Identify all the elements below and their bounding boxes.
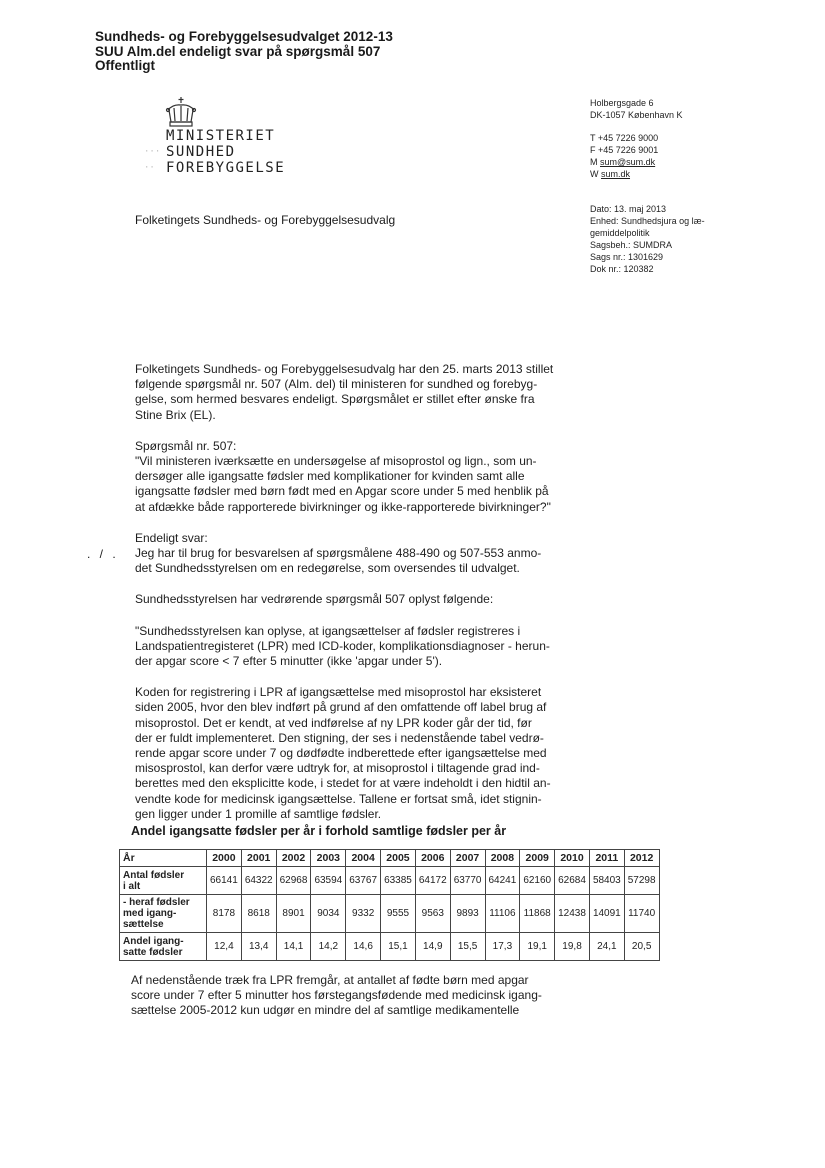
email-link[interactable]: sum@sum.dk [600, 157, 656, 167]
web-link[interactable]: sum.dk [601, 169, 631, 179]
year-header: 2006 [415, 850, 450, 867]
table-cell: 14,1 [276, 933, 311, 961]
meta-caseworker: Sagsbeh.: SUMDRA [590, 240, 673, 250]
logo-dots: ··· ·· [144, 147, 161, 173]
table-cell: 13,4 [241, 933, 276, 961]
crown-icon [163, 96, 199, 130]
table-cell: 12438 [555, 895, 590, 933]
meta-doc-no: Dok nr.: 120382 [590, 264, 654, 274]
table-cell: 17,3 [485, 933, 520, 961]
address-street: Holbergsgade 6 [590, 98, 654, 108]
table-cell: 14,9 [415, 933, 450, 961]
table-cell: 64241 [485, 867, 520, 895]
header-committee: Sundheds- og Forebyggelsesudvalget 2012-13 [95, 29, 393, 44]
table-header-row [120, 850, 660, 867]
closing-paragraph: Af nedenstående træk fra LPR fremgår, at antallet af fødte børn med apgar score under 7 efter 5 minutter hos førstegangsfødende med medicinsk igang- sættelse 2005-2012 kun udgør en mindre del af samtlige medikamentelle [131, 973, 542, 1018]
table-cell: 63770 [450, 867, 485, 895]
header-status: Offentligt [95, 58, 155, 73]
year-header: 2005 [381, 850, 416, 867]
year-header: 2007 [450, 850, 485, 867]
case-meta [590, 203, 705, 275]
row-label: Antal fødsler i alt [120, 867, 207, 895]
year-header: 2011 [589, 850, 624, 867]
year-header: 2004 [346, 850, 381, 867]
enclosure-marker: . / . [87, 547, 119, 561]
table-cell: 57298 [624, 867, 659, 895]
table-cell: 64322 [241, 867, 276, 895]
address-phone: T +45 7226 9000 [590, 133, 659, 143]
table-cell: 14,6 [346, 933, 381, 961]
table-cell: 66141 [207, 867, 242, 895]
table-cell: 19,8 [555, 933, 590, 961]
table-row [120, 895, 660, 933]
year-header: 2001 [241, 850, 276, 867]
table-cell: 19,1 [520, 933, 555, 961]
logo-line-2: SUNDHED [166, 144, 236, 160]
table-cell: 62684 [555, 867, 590, 895]
address-city: DK-1057 København K [590, 110, 683, 120]
table-cell: 15,5 [450, 933, 485, 961]
recipient: Folketingets Sundheds- og Forebyggelsesudvalg [135, 213, 396, 227]
meta-date: Dato: 13. maj 2013 [590, 204, 667, 214]
table-cell: 9034 [311, 895, 346, 933]
ministry-logo [144, 128, 286, 176]
table-cell: 62160 [520, 867, 555, 895]
address-block [590, 97, 683, 180]
meta-case-no: Sags nr.: 1301629 [590, 252, 664, 262]
code-paragraph: Koden for registrering i LPR af igangsættelse med misoprostol har eksisteret siden 2005, hvor den blev indført på grund af den omfattende off label brug af misoprostol. Det er kendt, at ved indførelse af ny LPR koder går der tid, før der er fuldt implementeret. Den stigning, der ses i nedenstående tabel vedrø- rende apgar score under 7 og dødfødte indberettede efter igangsættelse med misosprostol, kan derfor være udtryk for, at misoprostol i tiltagende grad ind- berettes med den eksplicitte kode, i stedet for at være indeholdt i den hidtil an- vendte kode for medicinsk igangsættelse. Tallene er fortsat små, idet stignin- gen ligger under 1 promille af samtlige fødsler. [135, 685, 551, 821]
table-cell: 9563 [415, 895, 450, 933]
table-cell: 63767 [346, 867, 381, 895]
year-header: 2012 [624, 850, 659, 867]
table-cell: 9893 [450, 895, 485, 933]
logo-line-3: FOREBYGGELSE [166, 160, 286, 176]
row-label: - heraf fødsler med igang- sættelse [120, 895, 207, 933]
year-header: 2002 [276, 850, 311, 867]
table-title: Andel igangsatte fødsler per år i forhold samtlige fødsler per år [131, 824, 507, 838]
sst-paragraph: Sundhedsstyrelsen har vedrørende spørgsmål 507 oplyst følgende: [135, 592, 494, 607]
intro-paragraph: Folketingets Sundheds- og Forebyggelsesudvalg har den 25. marts 2013 stillet følgende spørgsmål nr. 507 (Alm. del) til ministeren for sundhed og forebyg- gelse, som hermed besvares endeligt. Spørgsmålet er stillet efter ønske fra Stine Brix (EL). [135, 362, 554, 422]
address-web-row: W sum.dk [590, 169, 631, 179]
header-label: År [120, 850, 207, 867]
answer-paragraph: Endeligt svar: Jeg har til brug for besvarelsen af spørgsmålene 488-490 og 507-553 anmo- det Sundhedsstyrelsen om en redegørelse, som oversendes til udvalget. [135, 530, 542, 576]
table-row [120, 867, 660, 895]
table-cell: 8901 [276, 895, 311, 933]
table-cell: 11868 [520, 895, 555, 933]
table-cell: 64172 [415, 867, 450, 895]
table-cell: 9332 [346, 895, 381, 933]
letter-body [135, 362, 695, 838]
address-mail-row: M sum@sum.dk [590, 157, 656, 167]
table-cell: 14,2 [311, 933, 346, 961]
table-row [120, 933, 660, 961]
document-header [95, 30, 393, 74]
table-cell: 58403 [589, 867, 624, 895]
table-cell: 20,5 [624, 933, 659, 961]
year-header: 2000 [207, 850, 242, 867]
row-label: Andel igang- satte fødsler [120, 933, 207, 961]
logo-line-1: MINISTERIET [166, 128, 276, 144]
meta-unit: Enhed: Sundhedsjura og læ- [590, 216, 705, 226]
year-header: 2008 [485, 850, 520, 867]
table-cell: 63385 [381, 867, 416, 895]
table-cell: 9555 [381, 895, 416, 933]
table-cell: 14091 [589, 895, 624, 933]
question-paragraph: Spørgsmål nr. 507: "Vil ministeren iværksætte en undersøgelse af misoprostol og lign., som un- dersøger alle igangsatte fødsler med komplikationer for kvinden samt alle igangsatte fødsler med børn født med en Apgar score under 5 med henblik på at afdække både rapporterede bivirkninger og ikke-rapporterede bivirkninger?" [135, 438, 551, 514]
births-table [119, 849, 660, 961]
year-header: 2003 [311, 850, 346, 867]
header-subject: SUU Alm.del endeligt svar på spørgsmål 507 [95, 43, 381, 59]
table-cell: 8178 [207, 895, 242, 933]
table-cell: 62968 [276, 867, 311, 895]
meta-unit-cont: gemiddelpolitik [590, 228, 650, 238]
year-header: 2009 [520, 850, 555, 867]
quote-paragraph: "Sundhedsstyrelsen kan oplyse, at igangsættelser af fødsler registreres i Landspatientregisteret (LPR) med ICD-koder, komplikationsdiagnoser - herun- der apgar score < 7 efter 5 minutter (ikke 'apgar under 5'). [135, 623, 550, 669]
table-cell: 63594 [311, 867, 346, 895]
table-cell: 11106 [485, 895, 520, 933]
address-fax: F +45 7226 9001 [590, 145, 659, 155]
table-cell: 11740 [624, 895, 659, 933]
table-cell: 24,1 [589, 933, 624, 961]
table-cell: 15,1 [381, 933, 416, 961]
table-cell: 8618 [241, 895, 276, 933]
table-cell: 12,4 [207, 933, 242, 961]
year-header: 2010 [555, 850, 590, 867]
